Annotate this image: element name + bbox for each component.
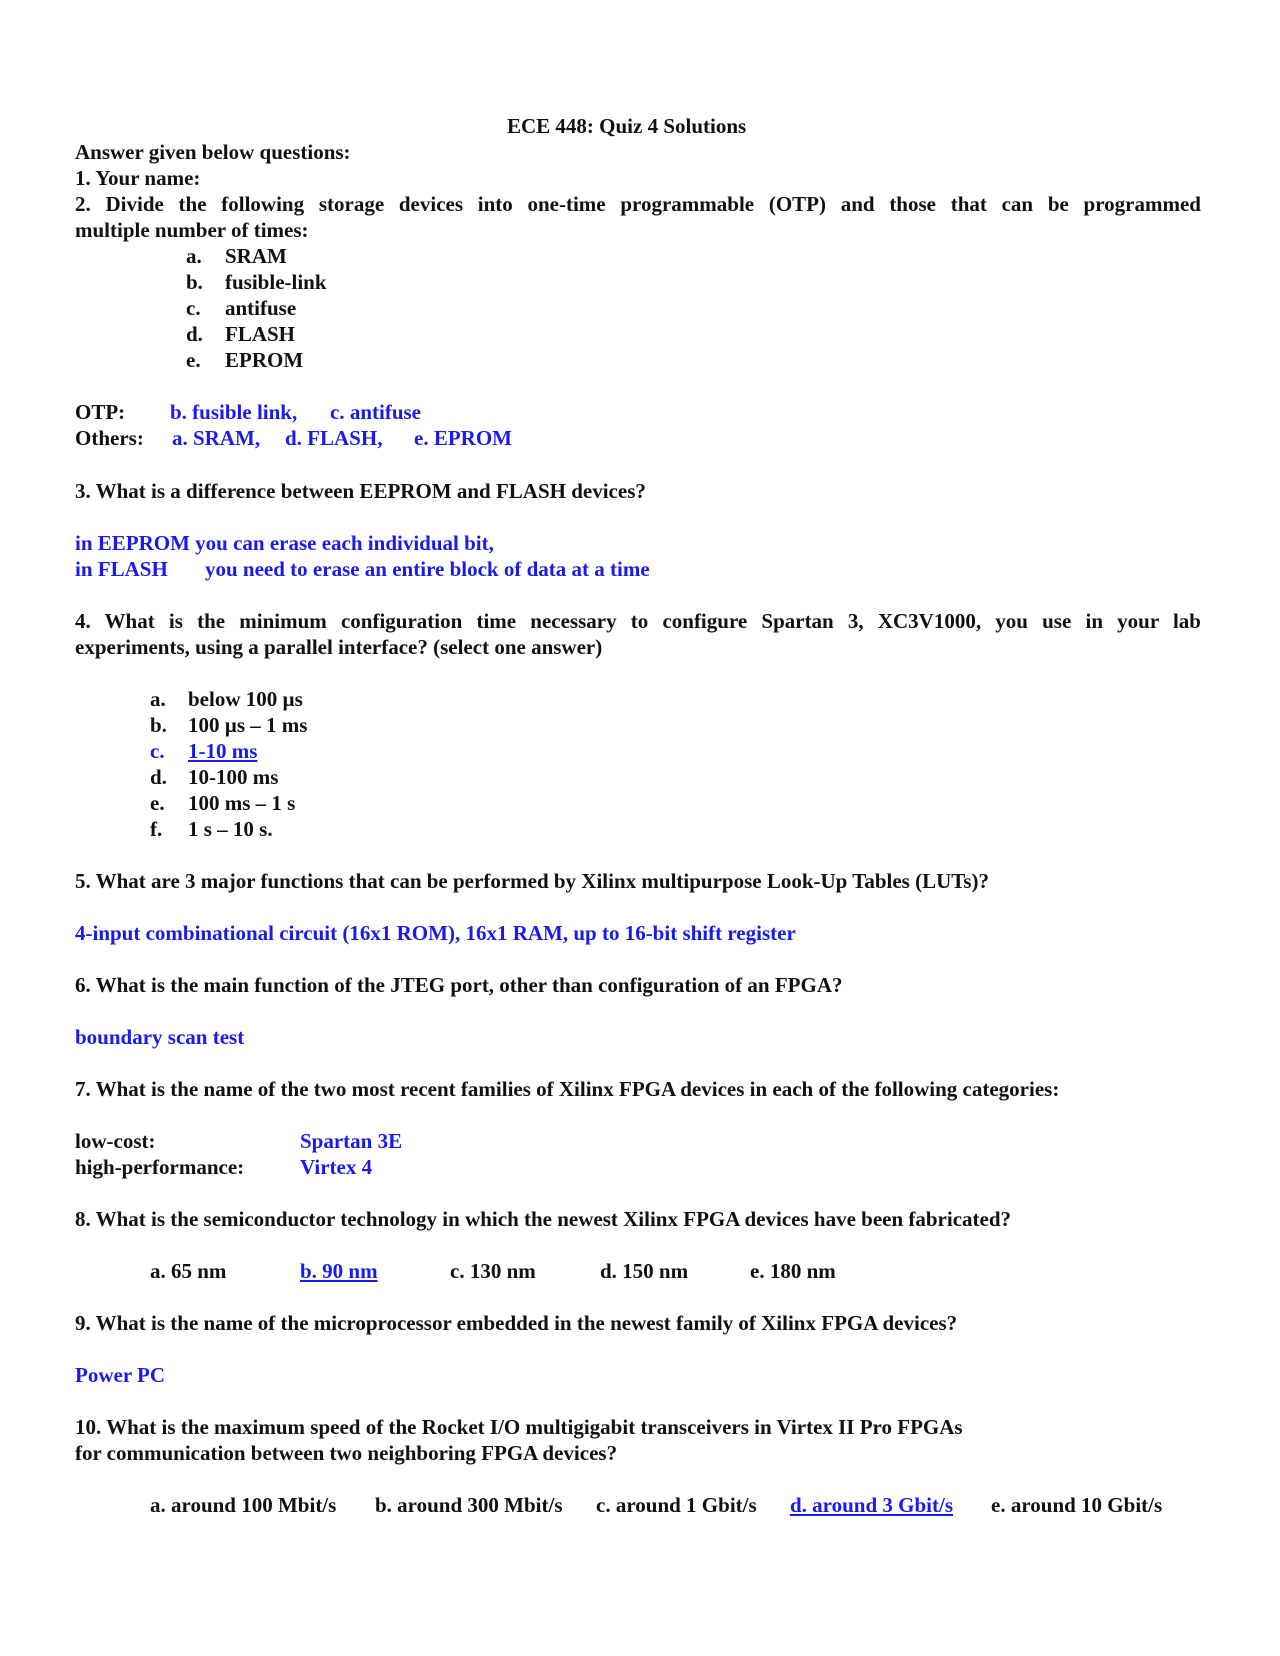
highperf-answer: Virtex 4 xyxy=(300,1155,373,1179)
q4-option-letter: f. xyxy=(150,817,163,841)
others-label: Others: xyxy=(75,426,144,450)
q3-answer-1: in EEPROM you can erase each individual bit, xyxy=(75,531,494,555)
highperf-label: high-performance: xyxy=(75,1155,245,1179)
q4-option-text: 100 ms – 1 s xyxy=(188,791,296,815)
question-2-line-2: multiple number of times: xyxy=(75,218,309,242)
question-9: 9. What is the name of the microprocessor embedded in the newest family of Xilinx FPGA devices? xyxy=(75,1311,958,1335)
q2-option-text: fusible-link xyxy=(225,270,327,294)
q8-option: d. 150 nm xyxy=(600,1259,689,1283)
q10-option: c. around 1 Gbit/s xyxy=(596,1493,757,1517)
q9-answer: Power PC xyxy=(75,1363,165,1387)
intro-text: Answer given below questions: xyxy=(75,140,351,164)
q2-option-letter: a. xyxy=(186,244,202,268)
q8-option-correct: b. 90 nm xyxy=(300,1259,378,1283)
lowcost-answer: Spartan 3E xyxy=(300,1129,403,1153)
q2-option-letter: d. xyxy=(186,322,203,346)
q8-option: a. 65 nm xyxy=(150,1259,227,1283)
others-answer: a. SRAM, xyxy=(172,426,261,450)
question-7: 7. What is the name of the two most recent families of Xilinx FPGA devices in each of the following categories: xyxy=(75,1077,1060,1101)
question-3: 3. What is a difference between EEPROM and FLASH devices? xyxy=(75,479,646,503)
question-10-line-2: for communication between two neighboring FPGA devices? xyxy=(75,1441,618,1465)
question-1: 1. Your name: xyxy=(75,166,201,190)
q5-answer: 4-input combinational circuit (16x1 ROM), 16x1 RAM, up to 16-bit shift register xyxy=(75,921,796,945)
question-10-line-1: 10. What is the maximum speed of the Rocket I/O multigigabit transceivers in Virtex II Pro FPGAs xyxy=(75,1415,963,1439)
q4-option-letter: e. xyxy=(150,791,165,815)
q4-option-letter: a. xyxy=(150,687,166,711)
q4-option-text: below 100 µs xyxy=(188,687,303,711)
q10-option: e. around 10 Gbit/s xyxy=(991,1493,1163,1517)
q4-option-text: 1 s – 10 s. xyxy=(188,817,273,841)
q3-answer-2-label: in FLASH xyxy=(75,557,168,581)
question-6: 6. What is the main function of the JTEG port, other than configuration of an FPGA? xyxy=(75,973,843,997)
q4-option-text-correct: 1-10 ms xyxy=(188,739,258,763)
otp-answer: b. fusible link, xyxy=(170,400,298,424)
lowcost-label: low-cost: xyxy=(75,1129,156,1153)
q6-answer: boundary scan test xyxy=(75,1025,245,1049)
q10-option: a. around 100 Mbit/s xyxy=(150,1493,337,1517)
question-4-line-2: experiments, using a parallel interface? (select one answer) xyxy=(75,635,603,659)
question-8: 8. What is the semiconductor technology in which the newest Xilinx FPGA devices have been fabricated? xyxy=(75,1207,1012,1231)
q8-option: e. 180 nm xyxy=(750,1259,836,1283)
q4-option-text: 100 µs – 1 ms xyxy=(188,713,308,737)
q8-option: c. 130 nm xyxy=(450,1259,536,1283)
question-5: 5. What are 3 major functions that can be performed by Xilinx multipurpose Look-Up Tables (LUTs)? xyxy=(75,869,989,893)
question-4-line-1: 4. What is the minimum configuration time necessary to configure Spartan 3, XC3V1000, you use in your lab xyxy=(75,609,1201,633)
others-answer: e. EPROM xyxy=(414,426,512,450)
q2-option-text: SRAM xyxy=(225,244,287,268)
q4-option-letter: b. xyxy=(150,713,167,737)
q10-option: b. around 300 Mbit/s xyxy=(375,1493,563,1517)
q2-option-text: antifuse xyxy=(225,296,297,320)
otp-label: OTP: xyxy=(75,400,126,424)
q2-option-letter: b. xyxy=(186,270,203,294)
q4-option-letter: d. xyxy=(150,765,167,789)
page-title: ECE 448: Quiz 4 Solutions xyxy=(507,114,747,138)
q2-option-letter: e. xyxy=(186,348,201,372)
q2-option-text: FLASH xyxy=(225,322,296,346)
others-answer: d. FLASH, xyxy=(285,426,383,450)
q10-option-correct: d. around 3 Gbit/s xyxy=(790,1493,954,1517)
q3-answer-2-text: you need to erase an entire block of data at a time xyxy=(205,557,650,581)
otp-answer: c. antifuse xyxy=(330,400,421,424)
q4-option-letter-correct: c. xyxy=(150,739,165,763)
q2-option-letter: c. xyxy=(186,296,201,320)
q4-option-text: 10-100 ms xyxy=(188,765,279,789)
q2-option-text: EPROM xyxy=(225,348,304,372)
question-2-line-1: 2. Divide the following storage devices into one-time programmable (OTP) and those that can be programmed xyxy=(75,192,1201,216)
